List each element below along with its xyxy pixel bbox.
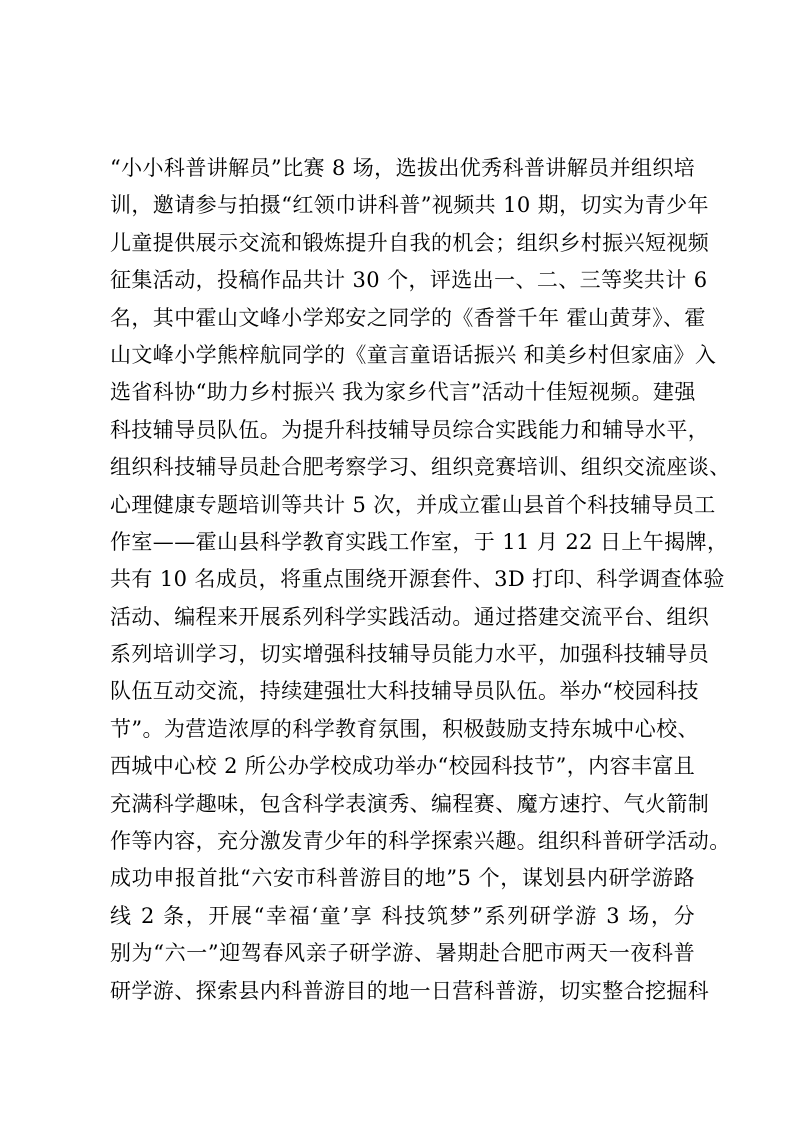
text-line: 作等内容，充分激发青少年的科学探索兴趣。组织科普研学活动。 [110,829,731,854]
text-line: 科技辅导员队伍。为提升科技辅导员综合实践能力和辅导水平， [110,417,710,442]
text-line: 儿童提供展示交流和锻炼提升自我的机会；组织乡村振兴短视频 [110,230,710,255]
text-line: 别为“六一”迎驾春风亲子研学游、暑期赴合肥市两天一夜科普 [110,941,695,966]
text-line: 充满科学趣味，包含科学表演秀、编程赛、魔方速拧、气火箭制 [110,791,710,816]
text-line: 线 2 条，开展“幸福‘童’享 科技筑梦”系列研学游 3 场，分 [110,903,695,928]
text-line: 征集活动，投稿作品共计 30 个，评选出一、二、三等奖共计 6 [110,268,708,293]
text-line: 系列培训学习，切实增强科技辅导员能力水平，加强科技辅导员 [110,642,710,667]
text-line: 山文峰小学熊梓航同学的《童言童语话振兴 和美乡村但家庙》入 [110,342,717,367]
text-line: 训，邀请参与拍摄“红领巾讲科普”视频共 10 期，切实为青少年 [110,193,709,218]
body-paragraph [110,150,731,1010]
text-line: 共有 10 名成员，将重点围绕开源套件、3D 打印、科学调查体验 [110,567,725,592]
text-line: 研学游、探索县内科普游目的地一日营科普游，切实整合挖掘科 [110,978,710,1003]
text-line: 名，其中霍山文峰小学郑安之同学的《香誉千年 霍山黄芽》、霍 [110,305,706,330]
text-line: 西城中心校 2 所公办学校成功举办“校园科技节”，内容丰富且 [110,754,696,779]
text-line: 组织科技辅导员赴合肥考察学习、组织竞赛培训、组织交流座谈、 [110,455,731,480]
text-line: 成功申报首批“六安市科普游目的地”5 个，谋划县内研学游路 [110,866,695,891]
text-line: 心理健康专题培训等共计 5 次，并成立霍山县首个科技辅导员工 [110,492,716,517]
text-line: “小小科普讲解员”比赛 8 场，选拔出优秀科普讲解员并组织培 [110,156,696,180]
text-line: 作室——霍山县科学教育实践工作室，于 11 月 22 日上午揭牌， [110,529,729,554]
text-line: 选省科协“助力乡村振兴 我为家乡代言”活动十佳短视频。建强 [110,380,696,405]
text-line: 节”。为营造浓厚的科学教育氛围，积极鼓励支持东城中心校、 [110,716,699,741]
text-line: 活动、编程来开展系列科学实践活动。通过搭建交流平台、组织 [110,604,710,629]
text-line: 队伍互动交流，持续建强壮大科技辅导员队伍。举办“校园科技 [110,679,699,704]
